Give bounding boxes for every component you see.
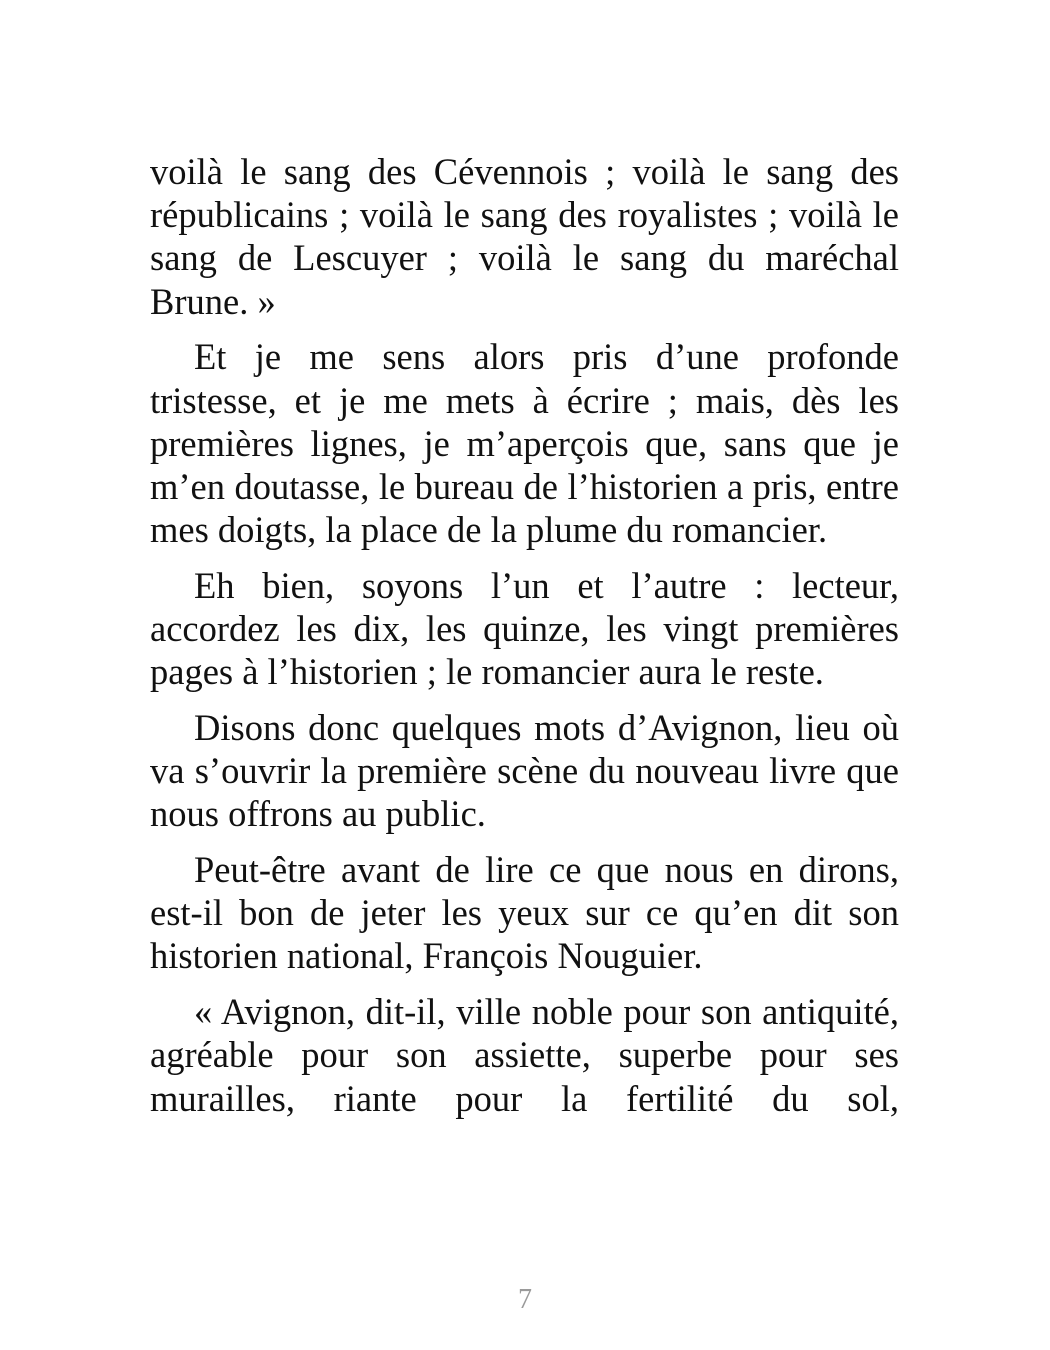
paragraph-lecteur: Eh bien, soyons l’un et l’autre : lecteur, accordez les dix, les quinze, les vingt premières pages à l’historien ; le romancier aura le reste. bbox=[150, 564, 899, 693]
paragraph-tristesse: Et je me sens alors pris d’une profonde tristesse, et je me mets à écrire ; mais, dès les premières lignes, je m’aperçois que, sans que je m’en doutasse, le bureau de l’historien a pris, entre mes doigts, la place de la plume du romancier. bbox=[150, 336, 899, 551]
page-number: 7 bbox=[518, 1284, 532, 1315]
paragraph-historien: Peut-être avant de lire ce que nous en dirons, est-il bon de jeter les yeux sur ce qu’en dit son historien national, François Nouguier. bbox=[150, 849, 899, 977]
paragraph-quotation: « Avignon, dit-il, ville noble pour son antiquité, agréable pour son assiette, superbe pour ses murailles, riante pour la fertilité du sol, bbox=[150, 991, 899, 1119]
page-body bbox=[150, 150, 899, 1132]
paragraph-continuation: voilà le sang des Cévennois ; voilà le sang des républicains ; voilà le sang des royalistes ; voilà le sang de Lescuyer ; voilà le sang du maréchal Brune. » bbox=[150, 151, 899, 322]
paragraph-avignon: Disons donc quelques mots d’Avignon, lieu où va s’ouvrir la première scène du nouveau livre que nous offrons au public. bbox=[150, 706, 899, 835]
